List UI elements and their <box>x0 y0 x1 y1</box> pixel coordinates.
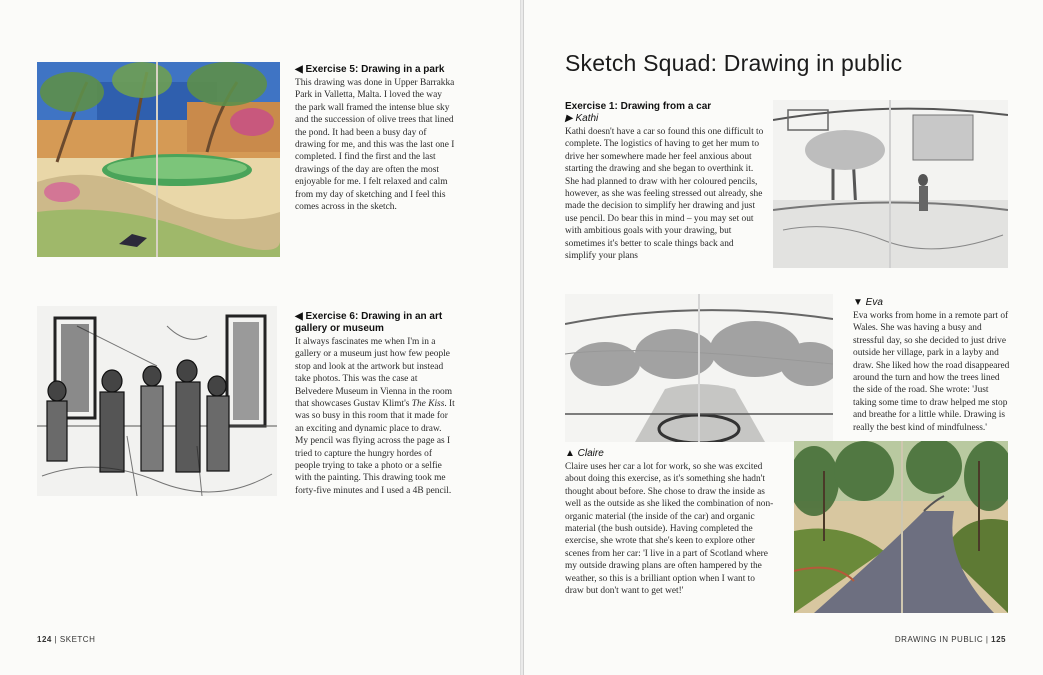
eva-text <box>853 297 1013 434</box>
kathi-car-sketch-image <box>773 100 1008 268</box>
claire-artist: ▲ Claire <box>565 448 604 459</box>
left-folio-label: SKETCH <box>59 635 96 644</box>
claire-road-sketch-image <box>794 441 1008 613</box>
exercise6-body: It always fascinates me when I'm in a gallery or a museum just how few people stop and look at the artwork but instead take photos. This was the case at Belvedere Museum in Vienna in the room that showcases Gustav Klimt's The Kiss. It was so busy in this room that it made for an exciting and dynamic place to draw. My pencil was flying across the page as I tried to capture the hungry hordes of people trying to take a photo or a selfie with the painting. This drawing took me forty-five minutes and I used a 4B pencil. <box>295 337 455 496</box>
park-sketch-image <box>37 62 280 257</box>
exercise5-text <box>295 64 455 213</box>
right-page-number: 125 <box>991 635 1006 644</box>
exercise1-heading: Exercise 1: Drawing from a car <box>565 101 712 112</box>
exercise5-heading: ◀ Exercise 5: Drawing in a park <box>295 64 445 75</box>
page-title: Sketch Squad: Drawing in public <box>565 50 903 76</box>
claire-body: Claire uses her car a lot for work, so she was excited about doing this exercise, as it's something she hadn't thought about before. She chose to draw the inside as well as the outside as she liked the combination of non-organic material (the inside of the car) and organic material (the bush outside). Having completed the exercise, she wrote that she's keen to explore other scenes from her car: 'I live in a part of Scotland where my outside drawing plans are often hampered by the weather, so this is a brilliant option when I want to draw but don't want to get wet!' <box>565 462 774 597</box>
eva-body: Eva works from home in a remote part of Wales. She was having a busy and stressful day, so she decided to just drive outside her village, park in a layby and draw. She liked how the road disappeared around the turn and how the trees lined the side of the road. She wrote: 'Just taking some time to draw helped me stop and breathe for a little while. Drawing is really the best kind of mindfulness.' <box>853 311 1010 433</box>
kathi-body: Kathi doesn't have a car so found this one difficult to complete. The logistics of having to get her mum to drive her somewhere made her feel anxious about starting the drawing and she began to overthink it. She had planned to draw with her coloured pencils, however, as she was feeling stressed out already, she made the decision to simplify her drawing and just use pencil. Do bear this in mind – you may set out with ambitious goals with your drawing, but sometimes it's better to scale things back and simplify your plans <box>565 127 764 262</box>
gallery-sketch-image <box>37 306 277 496</box>
exercise6-heading: ◀ Exercise 6: Drawing in an art gallery or museum <box>295 311 443 334</box>
eva-car-sketch-image <box>565 294 833 442</box>
exercise5-body: This drawing was done in Upper Barrakka Park in Valletta, Malta. I loved the way the park wall framed the intense blue sky and the succession of olive trees that lined the pond. It had been a busy day of drawing for me, and this was the last one I completed. I find the first and the last drawings of the day are often the most enjoyable for me. I felt relaxed and calm from my day of sketching and I feel this comes across in the sketch. <box>295 78 455 213</box>
kathi-artist: ▶ Kathi <box>565 113 599 124</box>
left-page-number: 124 <box>37 635 52 644</box>
right-folio: DRAWING IN PUBLIC | 125 <box>894 635 1006 644</box>
claire-text <box>565 448 775 597</box>
left-page <box>0 0 521 675</box>
exercise6-text <box>295 311 455 497</box>
kathi-text <box>565 101 765 262</box>
left-folio: 124 | SKETCH <box>37 635 96 644</box>
right-folio-label: DRAWING IN PUBLIC <box>894 635 984 644</box>
eva-artist: ▼ Eva <box>853 297 883 308</box>
